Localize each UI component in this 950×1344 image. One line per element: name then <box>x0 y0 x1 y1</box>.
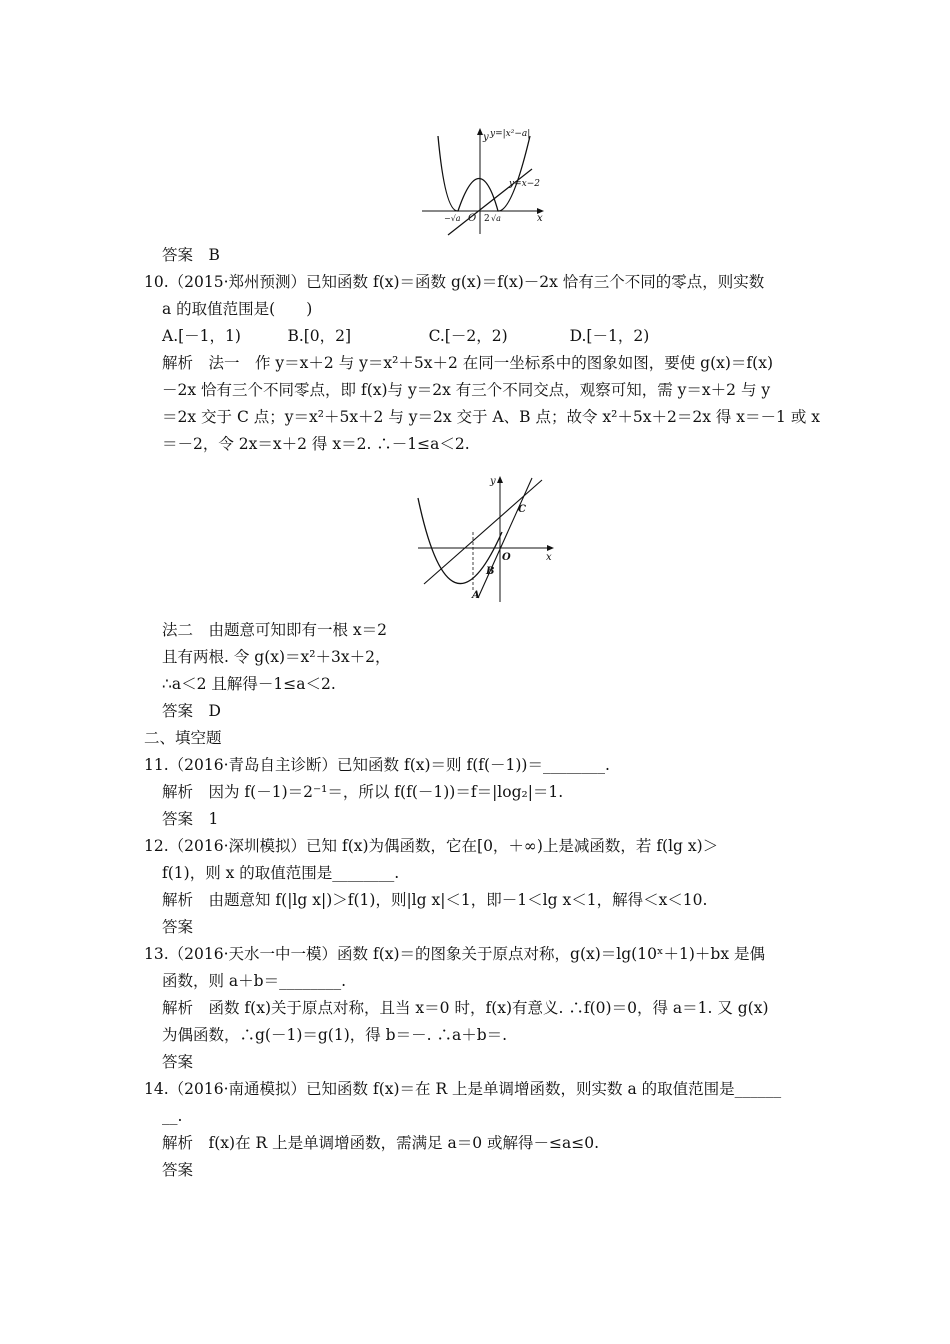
answer-14: 答案 <box>162 1161 194 1179</box>
origin-label: O <box>502 552 511 563</box>
tick-neg-sqrt-a: −√a <box>444 214 461 223</box>
question-13-cont: 函数，则 a＋b＝________. <box>162 972 347 990</box>
tick-two: 2 <box>484 214 490 224</box>
line-label: y=x−2 <box>509 179 540 189</box>
question-11: 11.（2016·青岛自主诊断）已知函数 f(x)＝则 f(f(－1))＝________. <box>144 756 610 774</box>
point-c-label: C <box>518 504 526 515</box>
curve-label: y=|x²−a| <box>490 129 531 139</box>
solution-13-line2: 为偶函数，∴g(－1)＝g(1)，得 b＝－. ∴a＋b＝. <box>162 1026 508 1044</box>
question-10: 10.（2015·郑州预测）已知函数 f(x)＝函数 g(x)＝f(x)－2x 恰有三个不同的零点，则实数 <box>144 273 765 291</box>
solution-10-method2: 法二 由题意可知即有一根 x＝2 <box>162 621 388 639</box>
answer-11: 答案 1 <box>162 810 219 828</box>
solution-10-method2-line3: ∴a＜2 且解得－1≤a＜2. <box>162 675 336 693</box>
question-13: 13.（2016·天水一中一模）函数 f(x)＝的图象关于原点对称，g(x)＝lg(10ˣ＋1)＋bx 是偶 <box>144 945 766 963</box>
tick-sqrt-a: √a <box>491 214 501 223</box>
y-axis-label: y <box>490 476 496 487</box>
solution-11: 解析 因为 f(－1)＝2⁻¹＝，所以 f(f(－1))＝f＝|log₂|＝1. <box>162 783 564 801</box>
x-axis-arrow <box>547 545 554 551</box>
solution-10-line1: 解析 法一 作 y＝x＋2 与 y＝x²＋5x＋2 在同一坐标系中的图象如图，要使 g(x)＝f(x) <box>162 354 774 372</box>
answer-9: 答案 B <box>162 246 220 264</box>
answer-12: 答案 <box>162 918 194 936</box>
solution-12: 解析 由题意知 f(|lg x|)＞f(1)，则|lg x|＜1，即－1＜lg x＜1，解得＜x＜10. <box>162 891 708 909</box>
question-12: 12.（2016·深圳模拟）已知 f(x)为偶函数，它在[0，＋∞)上是减函数，若 f(lg x)＞ <box>144 837 719 855</box>
answer-13: 答案 <box>162 1053 194 1071</box>
figure-intersections <box>414 472 560 604</box>
y-axis-arrow <box>497 476 503 483</box>
question-12-cont: f(1)，则 x 的取值范围是________. <box>162 864 400 882</box>
question-14: 14.（2016·南通模拟）已知函数 f(x)＝在 R 上是单调增函数，则实数 a 的取值范围是______ <box>144 1080 782 1098</box>
figure-abs-parabola <box>420 122 550 238</box>
solution-10-line3: ＝2x 交于 C 点；y＝x²＋5x＋2 与 y＝2x 交于 A、B 点；故令 x²＋5x＋2＝2x 得 x＝－1 或 x <box>162 408 821 426</box>
answer-10: 答案 D <box>162 702 221 720</box>
abs-parabola-curve <box>438 136 530 211</box>
point-a-label: A <box>472 590 480 601</box>
solution-13-line1: 解析 函数 f(x)关于原点对称，且当 x＝0 时，f(x)有意义. ∴f(0)＝0，得 a＝1. 又 g(x) <box>162 999 769 1017</box>
solution-10-line4: ＝－2，令 2x＝x＋2 得 x＝2. ∴－1≤a＜2. <box>162 435 470 453</box>
point-b-label: B <box>486 566 495 577</box>
y-axis-label: y <box>483 132 489 143</box>
origin-label: O <box>468 213 477 224</box>
question-14-cont: __. <box>162 1107 183 1125</box>
section-heading: 二、填空题 <box>144 729 222 747</box>
x-axis-label: x <box>537 213 543 224</box>
solution-14: 解析 f(x)在 R 上是单调增函数，需满足 a＝0 或解得－≤a≤0. <box>162 1134 600 1152</box>
solution-10-line2: －2x 恰有三个不同零点，即 f(x)与 y＝2x 有三个不同交点，观察可知，需 y＝x＋2 与 y <box>162 381 771 399</box>
solution-10-method2-line2: 且有两根. 令 g(x)＝x²＋3x＋2， <box>162 648 391 666</box>
line-y-2x <box>478 478 532 598</box>
x-axis-label: x <box>546 552 552 563</box>
question-10-cont: a 的取值范围是( ) <box>162 300 313 318</box>
question-10-options: A.[－1，1) B.[0，2] C.[－2，2) D.[－1，2) <box>162 327 650 345</box>
